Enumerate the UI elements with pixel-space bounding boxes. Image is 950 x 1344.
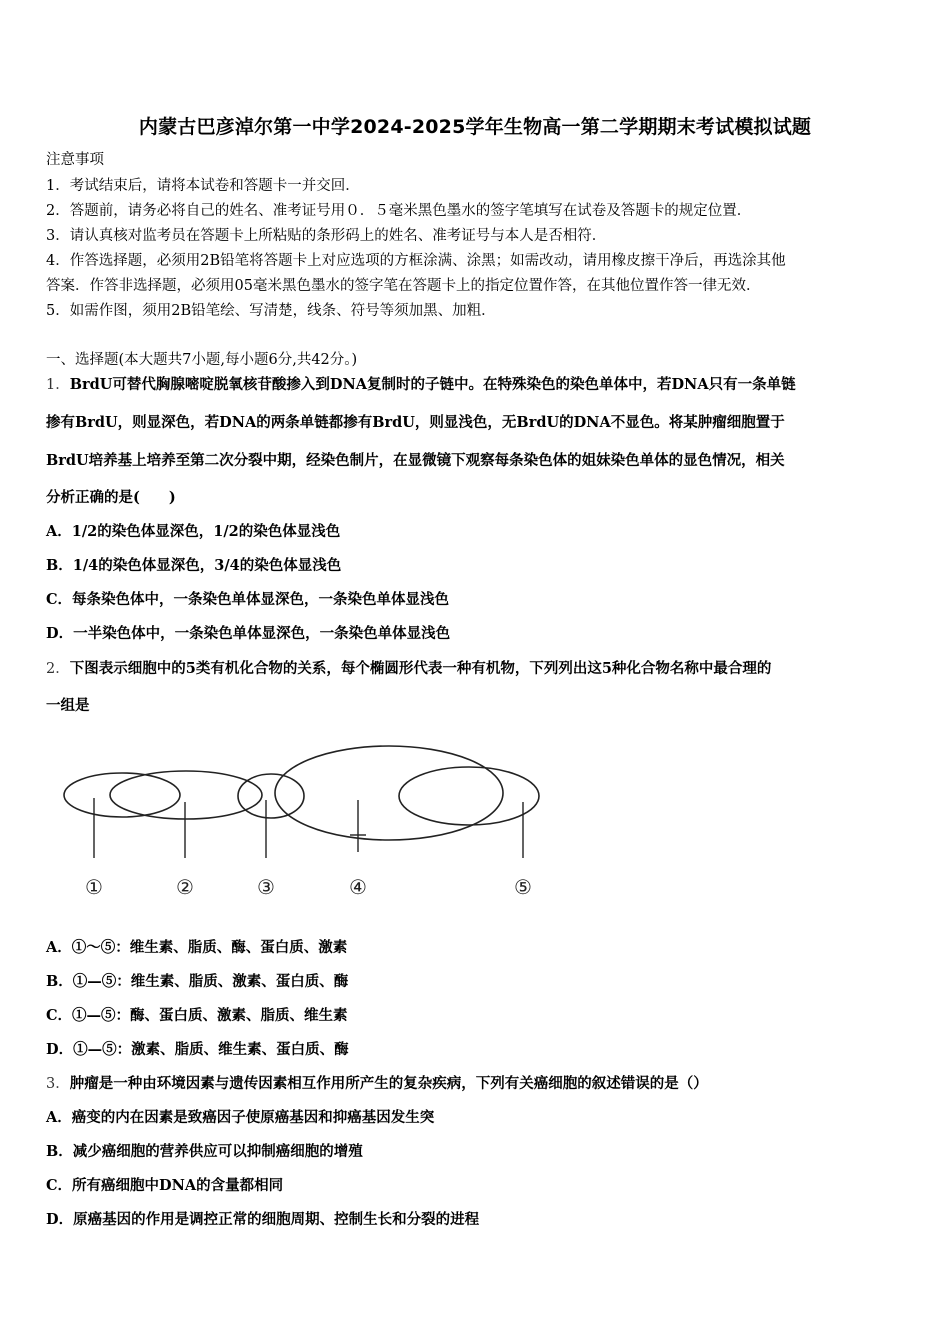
question-2-option-d: D．①—⑤：激素、脂质、维生素、蛋白质、酶 — [46, 1041, 349, 1058]
question-1-option-c: C．每条染色体中，一条染色单体显深色，一条染色单体显浅色 — [46, 591, 450, 608]
question-1-text: BrdU可替代胸腺嘧啶脱氧核苷酸掺入到DNA复制时的子链中。在特殊染色的染色单体中，若DNA只有一条单链 — [69, 376, 796, 393]
question-3-option-a: A．癌变的内在因素是致癌因子使原癌基因和抑癌基因发生突 — [46, 1109, 435, 1126]
question-3-number: 3． — [46, 1076, 70, 1092]
notice-item: 2．答题前，请务必将自己的姓名、准考证号用０．５毫米黑色墨水的签字笔填写在试卷及答题卡的规定位置． — [46, 203, 752, 219]
question-1-option-b: B．1/4的染色体显深色，3/4的染色体显浅色 — [46, 557, 342, 574]
ellipse-1 — [64, 773, 180, 817]
notice-item: 4．作答选择题，必须用2B铅笔将答题卡上对应选项的方框涂满、涂黑；如需改动，请用橡皮擦干净后，再选涂其他 — [46, 253, 786, 269]
notice-item: 1．考试结束后，请将本试卷和答题卡一并交回． — [46, 178, 360, 194]
question-2-line: 一组是 — [46, 697, 90, 714]
diagram-label-1: ① — [85, 875, 103, 899]
question-3-line — [46, 1074, 708, 1094]
notice-item: 5．如需作图，须用2B铅笔绘、写清楚，线条、符号等须加黑、加粗． — [46, 303, 496, 319]
diagram-label-2: ② — [176, 875, 194, 899]
diagram-label-4: ④ — [349, 875, 367, 899]
ellipse-5 — [399, 767, 539, 825]
question-3-option-d: D．原癌基因的作用是调控正常的细胞周期、控制生长和分裂的进程 — [46, 1211, 480, 1228]
question-1-line: BrdU培养基上培养至第二次分裂中期，经染色制片，在显微镜下观察每条染色体的姐妹染色单体的显色情况，相关 — [46, 452, 785, 469]
question-2-text: 下图表示细胞中的5类有机化合物的关系，每个椭圆形代表一种有机物，下列列出这5种化合物名称中最合理的 — [69, 660, 772, 677]
page-title: 内蒙古巴彦淖尔第一中学2024-2025学年生物高一第二学期期末考试模拟试题 — [138, 116, 812, 138]
question-1-line: 分析正确的是( ) — [46, 489, 176, 506]
question-2-option-a: A．①～⑤：维生素、脂质、酶、蛋白质、激素 — [46, 939, 348, 956]
question-1-option-d: D．一半染色体中，一条染色单体显深色，一条染色单体显浅色 — [46, 625, 451, 642]
ellipse-relationship-diagram — [46, 740, 566, 910]
question-1-option-a: A．1/2的染色体显深色，1/2的染色体显浅色 — [46, 523, 341, 540]
question-1-line: 掺有BrdU，则显深色，若DNA的两条单链都掺有BrdU，则显浅色，无BrdU的DNA不显色。将某肿瘤细胞置于 — [46, 414, 785, 431]
ellipse-3 — [238, 774, 304, 818]
ellipse-2 — [110, 771, 262, 819]
question-2-line — [46, 659, 771, 679]
question-3-option-c: C．所有癌细胞中DNA的含量都相同 — [46, 1177, 284, 1194]
diagram-label-5: ⑤ — [514, 875, 532, 899]
question-1-number: 1． — [46, 377, 70, 393]
diagram-label-3: ③ — [257, 875, 275, 899]
ellipse-4 — [275, 746, 503, 840]
question-1-line — [46, 375, 796, 395]
notice-item: 答案．作答非选择题，必须用05毫米黑色墨水的签字笔在答题卡上的指定位置作答，在其他位置作答一律无效． — [46, 278, 761, 294]
question-2-number: 2． — [46, 661, 70, 677]
question-3-text: 肿瘤是一种由环境因素与遗传因素相互作用所产生的复杂疾病，下列有关癌细胞的叙述错误的是（） — [69, 1075, 708, 1092]
notice-heading: 注意事项 — [46, 152, 104, 168]
question-2-option-c: C．①—⑤：酶、蛋白质、激素、脂质、维生素 — [46, 1007, 348, 1024]
question-2-option-b: B．①—⑤：维生素、脂质、激素、蛋白质、酶 — [46, 973, 349, 990]
notice-item: 3．请认真核对监考员在答题卡上所粘贴的条形码上的姓名、准考证号与本人是否相符． — [46, 228, 607, 244]
section-heading: 一、选择题(本大题共7小题,每小题6分,共42分。) — [46, 352, 358, 368]
question-3-option-b: B．减少癌细胞的营养供应可以抑制癌细胞的增殖 — [46, 1143, 363, 1160]
